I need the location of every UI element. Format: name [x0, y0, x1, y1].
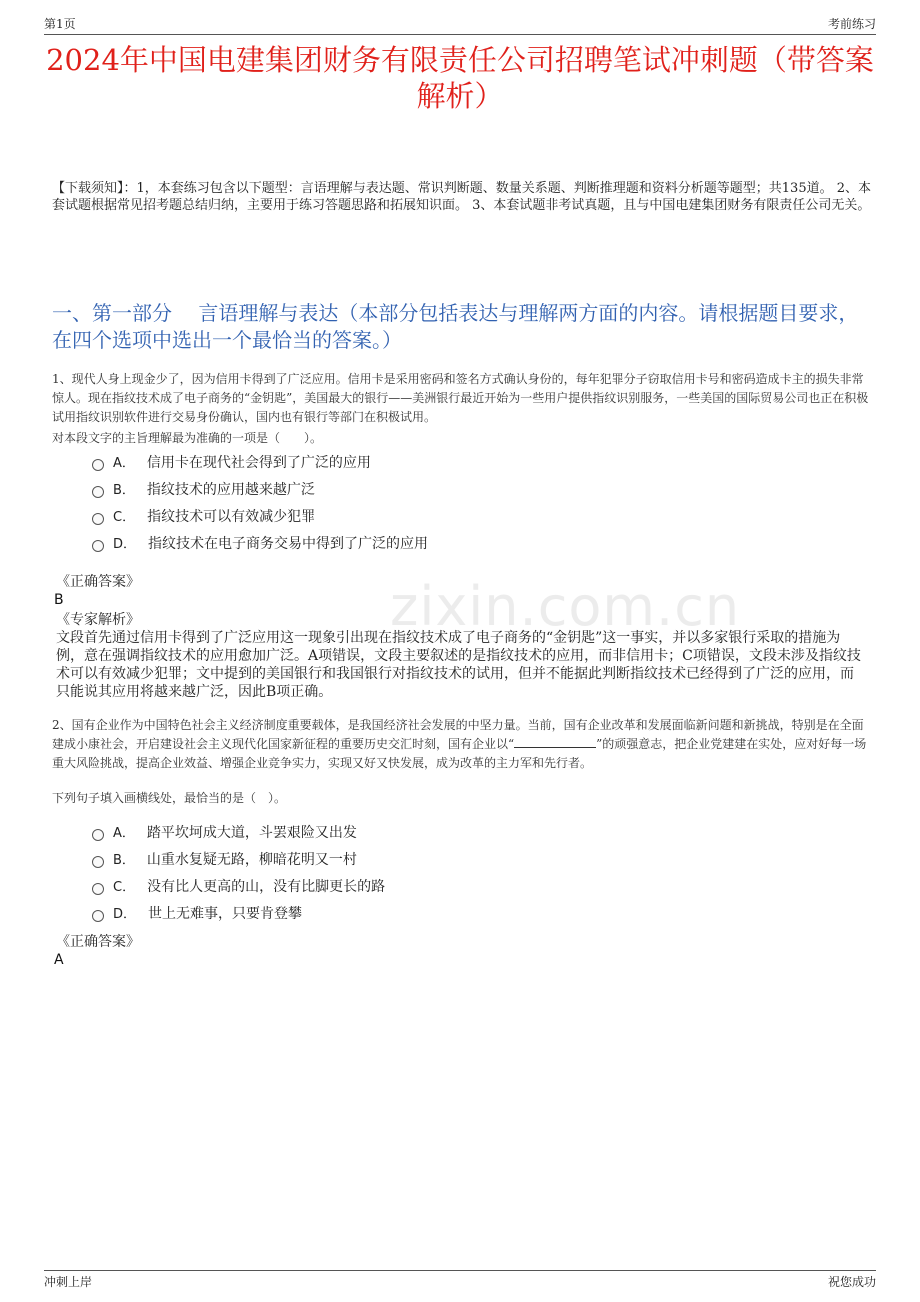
question-1-correct-label: 《正确答案》: [56, 574, 140, 590]
question-2-option-b[interactable]: [92, 845, 385, 872]
radio-icon[interactable]: [92, 459, 104, 471]
option-letter: C．: [113, 510, 136, 525]
option-text: 山重水复疑无路，柳暗花明又一村: [146, 851, 357, 868]
question-1-prompt: 对本段文字的主旨理解最为准确的一项是（ ）。: [52, 431, 323, 445]
watermark: zixin.com.cn: [390, 575, 741, 638]
question-1-option-c[interactable]: [92, 502, 428, 529]
question-2-prompt: 下列句子填入画横线处，最恰当的是（ ）。: [52, 791, 287, 805]
option-text: 踏平坎坷成大道，斗罢艰险又出发: [146, 824, 357, 841]
option-letter: B．: [113, 483, 135, 498]
page-number: 第1页: [44, 17, 76, 31]
document-title: 2024年中国电建集团财务有限责任公司招聘笔试冲刺题（带答案解析）: [46, 43, 874, 113]
question-1-option-a[interactable]: [92, 448, 428, 475]
question-1-stem: 1、现代人身上现金少了，因为信用卡得到了广泛应用。信用卡是采用密码和签名方式确认身份的，每年犯罪分子窃取信用卡号和密码造成卡主的损失非常惊人。现在指纹技术成了电子商务的“金钥匙”，美国最大的银行——美洲银行最近开始为一些用户提供指纹识别服务，一些美国的国际贸易公司也正在积极试用指纹识别软件进行交易身份确认，国内也有银行等部门在积极试用。: [52, 372, 869, 424]
option-letter: A．: [113, 456, 135, 471]
question-2-stem: [52, 716, 872, 773]
radio-icon[interactable]: [92, 883, 104, 895]
question-1-analysis-label: 《专家解析》: [56, 612, 140, 628]
question-2-stem-part-1: 2、国有企业作为中国特色社会主义经济制度重要载体，是我国经济社会发展的中坚力量。当前，国有企业改革和发展面临新问题和新挑战，特别是在全面建成小康社会，开启建设社会主义现代化国家新征程的重要历史交汇时刻，国有企业以“: [52, 718, 864, 751]
option-text: 指纹技术可以有效减少犯罪: [147, 508, 316, 525]
option-text: 指纹技术在电子商务交易中得到了广泛的应用: [148, 535, 429, 552]
radio-icon[interactable]: [92, 910, 104, 922]
question-1-analysis: 文段首先通过信用卡得到了广泛应用这一现象引出现在指纹技术成了电子商务的“金钥匙”这一事实，并以多家银行采取的措施为例，意在强调指纹技术的应用愈加广泛。A项错误，文段主要叙述的是指纹技术的应用，而非信用卡；C项错误，文段未涉及指纹技术可以有效减少犯罪；文中提到的美国银行和我国银行对指纹技术的试用，但并不能据此判断指纹技术已经得到了广泛的应用，而只能说其应用将越来越广泛，因此B项正确。: [56, 630, 861, 700]
option-letter: C．: [113, 880, 136, 895]
radio-icon[interactable]: [92, 540, 104, 552]
page-footer: [44, 1270, 876, 1297]
download-notice: 【下载须知】：1，本套练习包含以下题型：言语理解与表达题、常识判断题、数量关系题、判断推理题和资料分析题等题型；共135道。 2、本套试题根据常见招考题总结归纳，主要用于练习答题思路和拓展知识面。 3、本套试题非考试真题，且与中国电建集团财务有限责任公司无关。: [52, 181, 871, 213]
question-1-options: [92, 448, 428, 556]
option-letter: D．: [113, 907, 137, 922]
option-text: 指纹技术的应用越来越广泛: [146, 481, 315, 498]
option-text: 信用卡在现代社会得到了广泛的应用: [146, 454, 371, 471]
question-2-option-d[interactable]: [92, 899, 385, 926]
option-letter: A．: [113, 826, 135, 841]
option-letter: B．: [113, 853, 135, 868]
question-1-option-b[interactable]: [92, 475, 428, 502]
footer-right: 祝您成功: [827, 1275, 876, 1289]
option-text: 世上无难事，只要肯登攀: [148, 905, 303, 922]
question-2-option-a[interactable]: [92, 818, 385, 845]
page-header: [44, 12, 876, 35]
option-text: 没有比人更高的山，没有比脚更长的路: [147, 878, 386, 895]
question-2-stem-part-2: ”的顽强意志，把企业党建建在实处，应对好每一场重大风险挑战，提高企业效益、增强企业竞争实力，实现又好又快发展，成为改革的主力军和先行者。: [52, 737, 867, 770]
question-1-answer: B: [54, 592, 64, 608]
section-heading: 一、第一部分 言语理解与表达（本部分包括表达与理解两方面的内容。请根据题目要求，在四个选项中选出一个最恰当的答案。）: [52, 301, 859, 352]
option-letter: D．: [113, 537, 137, 552]
header-label: 考前练习: [827, 17, 876, 31]
question-2-option-c[interactable]: [92, 872, 385, 899]
radio-icon[interactable]: [92, 513, 104, 525]
question-2-options: [92, 818, 385, 926]
radio-icon[interactable]: [92, 829, 104, 841]
radio-icon[interactable]: [92, 486, 104, 498]
question-1-option-d[interactable]: [92, 529, 428, 556]
footer-left: 冲刺上岸: [44, 1275, 93, 1289]
question-2-answer: A: [54, 952, 64, 968]
fill-in-blank: [514, 735, 596, 748]
question-2-correct-label: 《正确答案》: [56, 934, 140, 950]
radio-icon[interactable]: [92, 856, 104, 868]
